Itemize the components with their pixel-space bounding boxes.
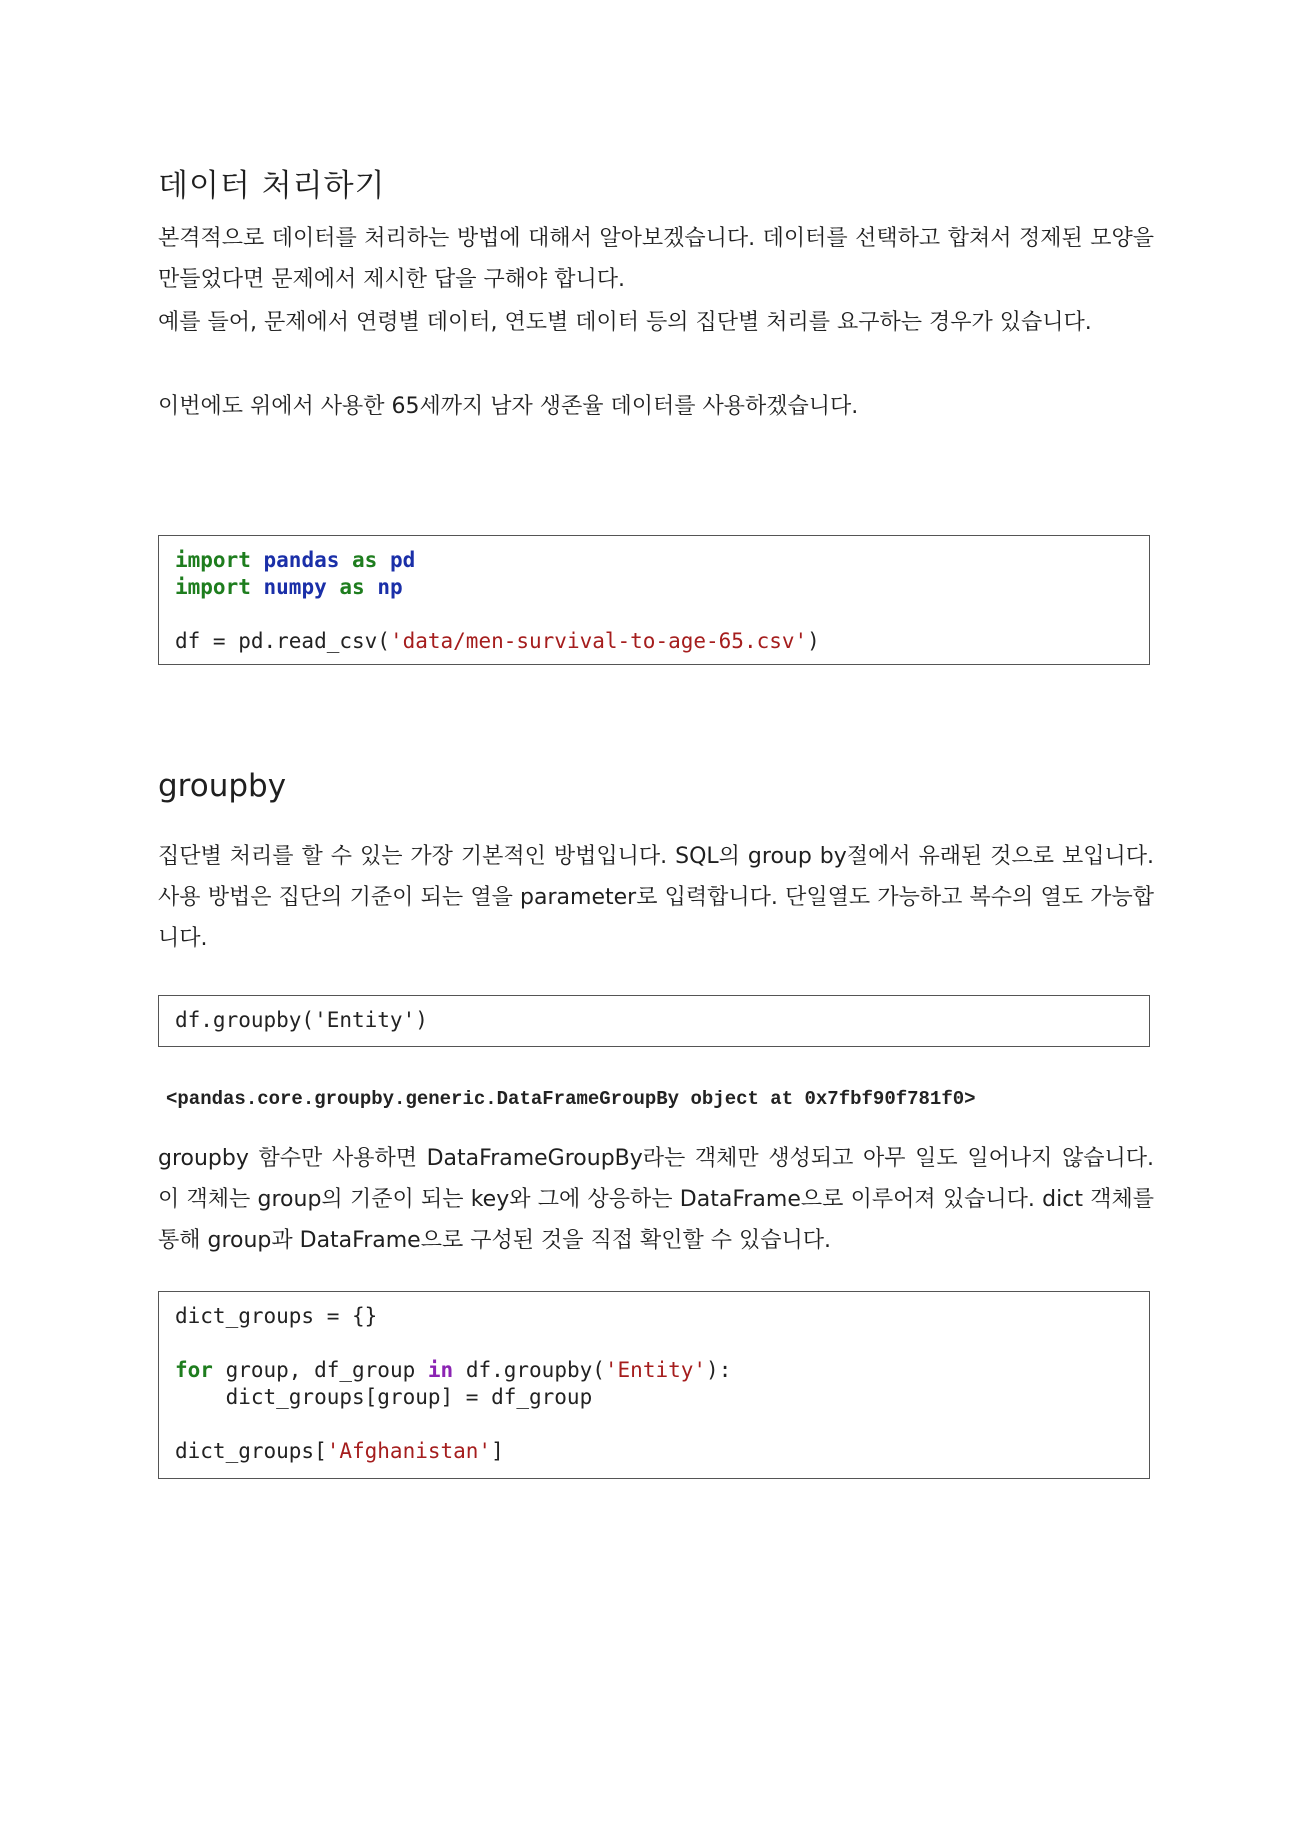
- paragraph-dataset: 이번에도 위에서 사용한 65세까지 남자 생존율 데이터를 사용하겠습니다.: [158, 394, 859, 419]
- code-line-read-csv: df = pd.read_csv('data/men-survival-to-age-65.csv'): [175, 629, 820, 653]
- paragraph-groupby-intro: 집단별 처리를 할 수 있는 가장 기본적인 방법입니다. SQL의 group by절에서 유래된 것으로 보입니다. 사용 방법은 집단의 기준이 되는 열을 parameter로 입력합니다. 단일열도 가능하고 복수의 열도 가능합니다.: [158, 844, 1154, 951]
- code-line-blank: [175, 1330, 1133, 1357]
- code-line-for-loop: for group, df_group in df.groupby('Entity'):: [175, 1358, 732, 1382]
- section-title-data-processing: 데이터 처리하기: [158, 168, 386, 204]
- code-line-dict-init: dict_groups = {}: [175, 1304, 378, 1328]
- code-block-groupby[interactable]: [158, 995, 1150, 1047]
- code-line-blank: [175, 1411, 1133, 1438]
- code-line-blank: [175, 601, 1133, 628]
- code-block-dict-groups[interactable]: [158, 1291, 1150, 1479]
- code-line-import-pandas: import pandas as pd: [175, 548, 416, 572]
- code-block-imports[interactable]: [158, 535, 1150, 665]
- paragraph-intro: 본격적으로 데이터를 처리하는 방법에 대해서 알아보겠습니다. 데이터를 선택하고 합쳐서 정제된 모양을 만들었다면 문제에서 제시한 답을 구해야 합니다.: [158, 226, 1154, 292]
- paragraph-example: 예를 들어, 문제에서 연령별 데이터, 연도별 데이터 등의 집단별 처리를 요구하는 경우가 있습니다.: [158, 310, 1092, 335]
- section-title-groupby: groupby: [158, 768, 287, 804]
- code-line-groupby: df.groupby('Entity'): [175, 1008, 428, 1032]
- code-line-assign: dict_groups[group] = df_group: [175, 1385, 593, 1409]
- code-line-import-numpy: import numpy as np: [175, 575, 403, 599]
- code-output: <pandas.core.groupby.generic.DataFrameGroupBy object at 0x7fbf90f781f0>: [166, 1088, 976, 1110]
- paragraph-groupby-object: groupby 함수만 사용하면 DataFrameGroupBy라는 객체만 생성되고 아무 일도 일어나지 않습니다. 이 객체는 group의 기준이 되는 key와 그에 상응하는 DataFrame으로 이루어져 있습니다. dict 객체를 통해 group과 DataFrame으로 구성된 것을 직접 확인할 수 있습니다.: [158, 1146, 1154, 1253]
- code-line-lookup: dict_groups['Afghanistan']: [175, 1439, 504, 1463]
